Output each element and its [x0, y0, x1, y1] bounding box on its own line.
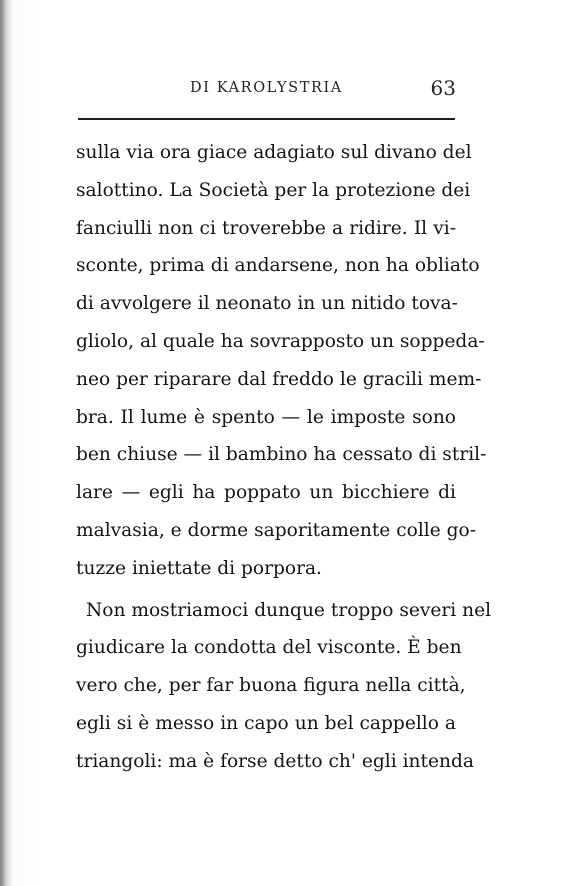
text-line: sulla via ora giace adagiato sul divano del	[76, 142, 472, 163]
text-line: triangoli: ma è forse detto ch' egli intenda	[76, 750, 474, 772]
text-line: bra. Il lume è spento — le imposte sono	[76, 406, 456, 428]
page-header	[78, 72, 458, 98]
text-line: gliolo, al quale ha sovrapposto un soppeda-	[76, 330, 485, 352]
header-rule	[78, 118, 455, 120]
text-line: Non mostriamoci dunque troppo severi nel	[86, 599, 492, 621]
text-line: tuzze iniettate di porpora.	[76, 557, 322, 579]
text-line: fanciulli non ci troverebbe a ridire. Il vi-	[76, 217, 456, 239]
body-text	[76, 134, 492, 781]
text-line: malvasia, e dorme saporitamente colle go-	[76, 519, 477, 541]
paragraph-2	[76, 592, 492, 781]
text-line: ben chiuse — il bambino ha cessato di stril-	[76, 444, 487, 466]
text-line: lare — egli ha poppato un bicchiere di	[76, 482, 456, 504]
running-head: DI KAROLYSTRIA	[190, 80, 343, 96]
text-line: egli si è messo in capo un bel cappello a	[76, 712, 456, 734]
page-number: 63	[430, 76, 456, 100]
text-line: neo per riparare dal freddo le gracili mem-	[76, 368, 482, 390]
text-line: salottino. La Società per la protezione dei	[76, 179, 471, 201]
binding-edge	[0, 0, 12, 886]
text-line: giudicare la condotta del visconte. È ben	[76, 637, 462, 659]
text-line: sconte, prima di andarsene, non ha obliato	[76, 255, 480, 277]
text-line: di avvolgere il neonato in un nitido tova-	[76, 293, 458, 315]
paragraph-1	[76, 134, 487, 588]
text-line: vero che, per far buona figura nella città,	[76, 675, 466, 697]
